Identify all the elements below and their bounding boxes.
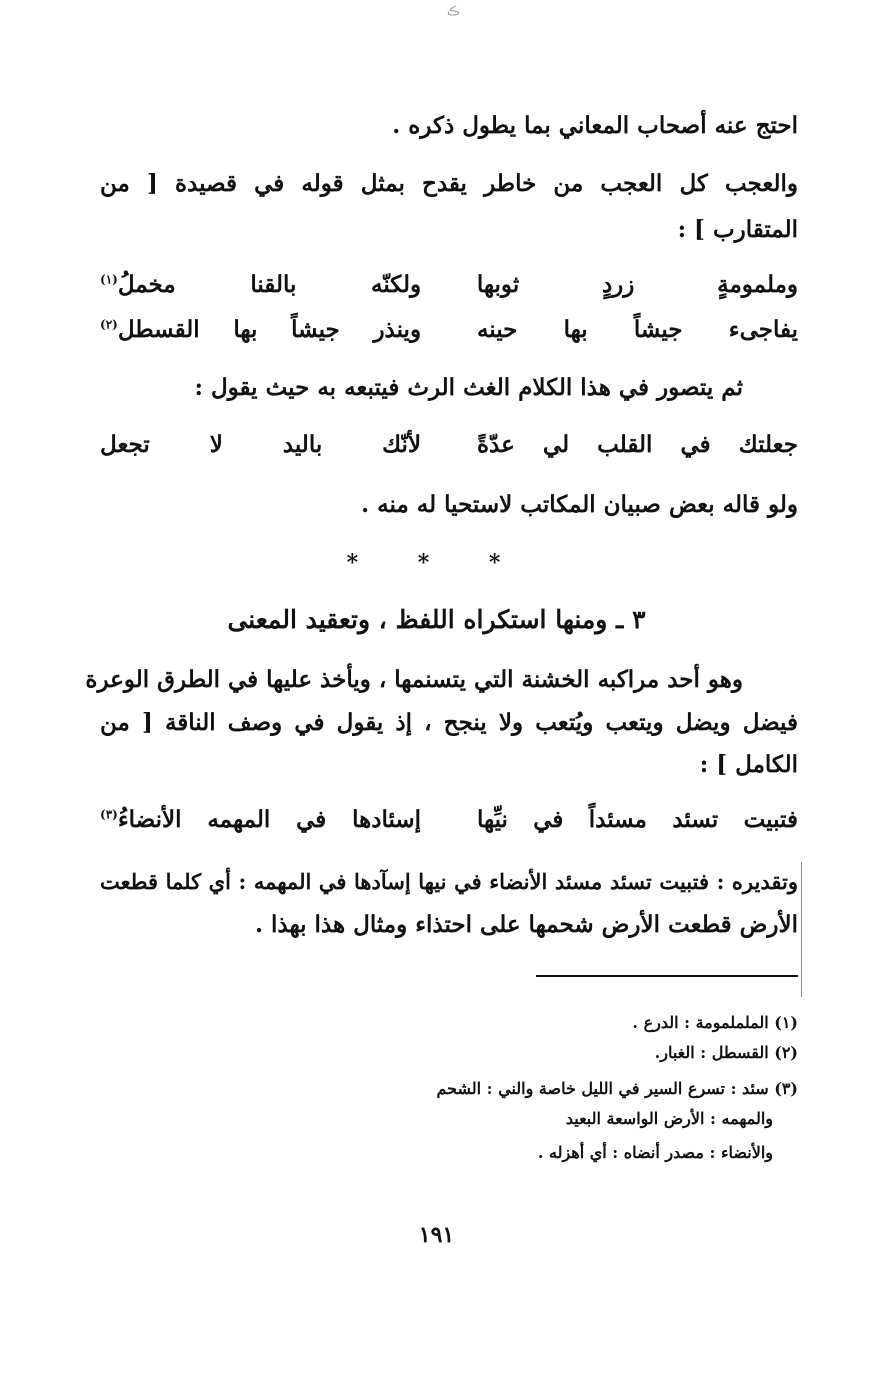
verse-1-first-hemistich — [477, 265, 798, 305]
body-line-7: فيضل ويضل ويتعب ويُتعب ولا ينجح ، إذ يقول في وصف الناقة [ من — [100, 709, 798, 736]
verse-word: حينه — [476, 316, 518, 343]
verse-word-with-ref — [100, 310, 200, 350]
verse-word: في — [296, 806, 327, 833]
footnote-ref-3: (٣) — [100, 807, 118, 822]
footnote-3-continued-b: والأنضاء : مصدر أنضاه : أي أهزله . — [537, 1143, 773, 1162]
body-line-5: ولو قاله بعض صبيان المكاتب لاستحيا له منه . — [361, 491, 798, 518]
verse-word: جيشاً — [291, 316, 340, 343]
verse-word: القلب — [597, 431, 653, 458]
verse-word: إسئادها — [352, 806, 422, 833]
verse-word: تجعل — [100, 431, 150, 458]
footnote-separator — [536, 975, 798, 977]
verse-word: ولكنّه — [370, 271, 422, 298]
section-heading: ٣ ـ ومنها استكراه اللفظ ، وتعقيد المعنى — [227, 605, 646, 634]
verse-word: بالقنا — [250, 271, 297, 298]
body-line-4: ثم يتصور في هذا الكلام الغث الرث فيتبعه به حيث يقول : — [194, 374, 743, 401]
verse-word: الأنضاءُ — [117, 806, 182, 833]
verse-word: القسطل — [117, 316, 200, 343]
body-line-9: وتقديره : فتبيت تسئد مسئد الأنضاء في نيها إسآدها في المهمه : أي كلما قطعت — [100, 869, 798, 894]
body-line-8: الكامل ] : — [699, 751, 798, 778]
verse-word: لا — [209, 431, 223, 458]
verse-word: عدّةً — [476, 431, 515, 458]
verse-word: باليد — [282, 431, 323, 458]
verse-word-with-ref — [100, 800, 182, 840]
verse-word: زردٍ — [601, 271, 635, 298]
verse-word: وينذر — [373, 316, 422, 343]
verse-2 — [100, 310, 798, 350]
body-line-3: المتقارب ] : — [677, 216, 798, 243]
verse-3-first-hemistich — [477, 425, 798, 465]
footnote-ref-2: (٢) — [100, 317, 118, 332]
verse-word: مخملُ — [117, 271, 176, 298]
verse-word: تسئد — [672, 806, 719, 833]
verse-2-second-hemistich — [100, 310, 421, 350]
verse-word: لي — [542, 431, 570, 458]
footnote-3-continued-a: والمهمه : الأرض الواسعة البعيد — [565, 1109, 773, 1128]
body-line-1: احتج عنه أصحاب المعاني بما يطول ذكره . — [392, 112, 798, 139]
verse-word: في — [680, 431, 711, 458]
body-line-2: والعجب كل العجب من خاطر يقدح بمثل قوله في قصيدة [ من — [100, 170, 798, 197]
verse-word: مسئداً — [588, 806, 647, 833]
top-mark: ڪ — [447, 4, 460, 18]
margin-scan-mark — [801, 862, 802, 997]
verse-1 — [100, 265, 798, 305]
body-line-6: وهو أحد مراكبه الخشنة التي يتسنمها ، ويأخذ عليها في الطرق الوعرة — [85, 666, 743, 693]
footnote-3: (٣) سئد : تسرع السير في الليل خاصة والني : الشحم — [436, 1079, 798, 1098]
body-line-10: الأرض قطعت الأرض شحمها على احتذاء ومثال هذا بهذا . — [255, 911, 798, 938]
verse-word: وملمومةٍ — [717, 271, 798, 298]
verse-3-second-hemistich — [100, 425, 421, 465]
verse-word: في — [533, 806, 564, 833]
footnote-2: (٢) القسطل : الغبار. — [654, 1043, 798, 1062]
verse-word: نيِّها — [476, 806, 508, 833]
verse-2-first-hemistich — [477, 310, 798, 350]
verse-3 — [100, 425, 798, 465]
footnote-1: (١) الململمومة : الدرع . — [632, 1013, 798, 1032]
verse-word: جعلتك — [738, 431, 798, 458]
footnote-ref-1: (١) — [100, 272, 118, 287]
verse-word: بها — [233, 316, 258, 343]
verse-word: ثوبها — [476, 271, 520, 298]
verse-1-second-hemistich — [100, 265, 421, 305]
verse-word-with-ref — [100, 265, 176, 305]
page-number: ١٩١ — [418, 1222, 455, 1248]
verse-4-second-hemistich — [100, 800, 421, 840]
verse-4 — [100, 800, 798, 840]
verse-word: المهمه — [207, 806, 271, 833]
verse-word: لأنّك — [382, 431, 422, 458]
verse-word: فتبيت — [743, 806, 798, 833]
verse-4-first-hemistich — [477, 800, 798, 840]
section-separator-stars: * * * — [346, 550, 527, 576]
verse-word: جيشاً — [633, 316, 683, 343]
verse-word: يفاجىء — [728, 316, 798, 343]
verse-word: بها — [563, 316, 588, 343]
